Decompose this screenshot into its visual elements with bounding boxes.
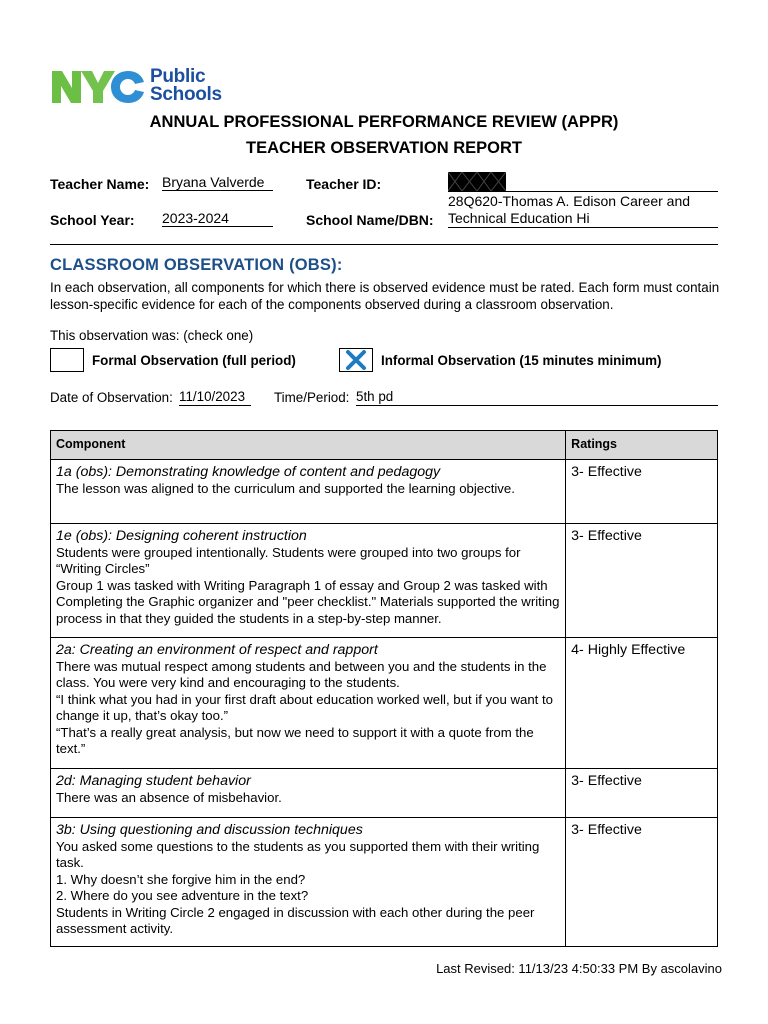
formal-observation-checkbox[interactable] — [50, 348, 84, 372]
time-field: 5th pd — [356, 389, 718, 406]
rating-value: 3- Effective — [571, 822, 642, 838]
component-cell — [51, 460, 566, 524]
component-cell — [51, 818, 566, 947]
time-label: Time/Period: — [274, 390, 350, 405]
component-evidence: The lesson was aligned to the curriculum and supported the learning objective. — [56, 481, 515, 496]
table-row — [51, 524, 718, 638]
component-title: 1a (obs): Demonstrating knowledge of content and pedagogy — [56, 464, 441, 480]
rating-value: 3- Effective — [571, 528, 642, 544]
component-evidence: There was an absence of misbehavior. — [56, 790, 282, 805]
footer-revision-text: Last Revised: 11/13/23 4:50:33 PM By ascolavino — [436, 961, 722, 976]
table-row — [51, 769, 718, 818]
redacted-teacher-id — [448, 172, 506, 191]
school-year-label: School Year: — [50, 212, 135, 228]
report-title: ANNUAL PROFESSIONAL PERFORMANCE REVIEW (APPR) — [149, 113, 619, 131]
component-cell — [51, 524, 566, 638]
component-title: 2a: Creating an environment of respect and rapport — [56, 642, 378, 658]
component-title: 3b: Using questioning and discussion techniques — [56, 822, 363, 838]
teacher-id-label: Teacher ID: — [306, 176, 382, 192]
logo-line1: Public — [150, 66, 206, 87]
logo-line2: Schools — [150, 84, 222, 105]
logo-text — [150, 68, 222, 104]
component-header: Component — [51, 431, 566, 460]
nyc-logo-icon — [50, 68, 146, 106]
component-evidence: Students were grouped intentionally. Students were grouped into two groups for “Writing Circles” Group 1 was tasked with Writing Paragraph 1 of essay and Group 2 was tasked with Completing the Graphic organizer and "peer checklist." Materials supported the writing process in that they guided the students in a step-by-step manner. — [56, 545, 560, 626]
school-year-field: 2023-2024 — [162, 210, 273, 227]
school-name-field: 28Q620-Thomas A. Edison Career and Technical Education Hi — [448, 193, 718, 228]
ratings-header: Ratings — [566, 431, 718, 460]
component-cell — [51, 638, 566, 769]
section-divider — [50, 244, 718, 245]
observation-type-label: This observation was: (check one) — [50, 328, 254, 343]
rating-cell — [566, 769, 718, 818]
table-row — [51, 818, 718, 947]
redaction-pattern-icon — [448, 172, 506, 191]
rating-cell — [566, 638, 718, 769]
school-name-label: School Name/DBN: — [306, 212, 434, 228]
report-subtitle: TEACHER OBSERVATION REPORT — [246, 139, 522, 157]
teacher-name-label: Teacher Name: — [50, 176, 150, 192]
component-cell — [51, 769, 566, 818]
date-label: Date of Observation: — [50, 390, 173, 405]
rating-value: 3- Effective — [571, 464, 642, 480]
informal-observation-label: Informal Observation (15 minutes minimum) — [381, 353, 662, 368]
formal-observation-label: Formal Observation (full period) — [92, 353, 296, 368]
teacher-id-underline — [448, 191, 718, 192]
informal-observation-checkbox[interactable] — [339, 348, 373, 372]
teacher-name-field: Bryana Valverde — [162, 174, 273, 191]
component-title: 1e (obs): Designing coherent instruction — [56, 528, 307, 544]
section-title: CLASSROOM OBSERVATION (OBS): — [50, 256, 343, 274]
observation-table — [50, 430, 718, 947]
rating-value: 3- Effective — [571, 773, 642, 789]
rating-cell — [566, 818, 718, 947]
rating-cell — [566, 524, 718, 638]
rating-cell — [566, 460, 718, 524]
component-title: 2d: Managing student behavior — [56, 773, 251, 789]
rating-value: 4- Highly Effective — [571, 642, 686, 658]
table-header-row — [51, 431, 718, 460]
date-field: 11/10/2023 — [179, 389, 251, 406]
check-x-icon — [345, 350, 367, 370]
component-evidence: You asked some questions to the students as you supported them with their writing task. 1. Why doesn’t she forgive him in the end? 2. Where do you see adventure in the text? Students in Writing Circle 2 engaged in discussion with each other during the peer assessment activity. — [56, 839, 540, 937]
component-evidence: There was mutual respect among students and between you and the students in the class. You were very kind and encouraging to the students. “I think what you had in your first draft about education worked well, but if you want to change it up, that’s okay too.” “That’s a really great analysis, but now we need to support it with a quote from the text.” — [56, 659, 553, 757]
instructions-text: In each observation, all components for which there is observed evidence must be rated. Each form must contain lesson-specific evidence for each of the components observed during a classroom observation. — [50, 280, 720, 312]
table-row — [51, 638, 718, 769]
table-row — [51, 460, 718, 524]
